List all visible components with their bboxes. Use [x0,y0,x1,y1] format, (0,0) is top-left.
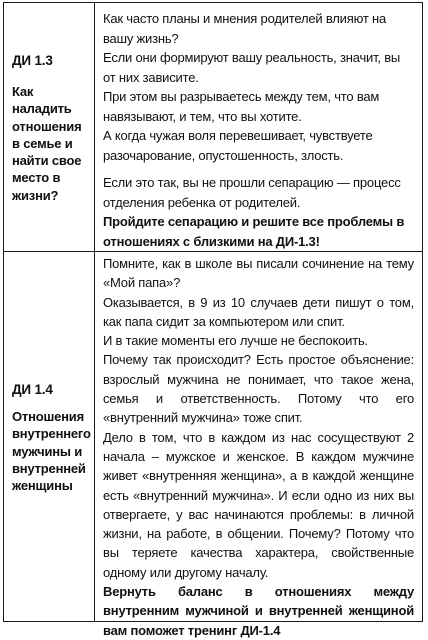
section-topic: Отношения внутреннего мужчины и внутренней женщины [12,409,91,494]
section-label-cell [4,252,95,621]
table-row-di-1-3 [4,3,422,252]
description-paragraph: Дело в том, что в каждом из нас сосуществуют 2 начала – мужское и женское. В каждом мужчине живет «внутренняя женщина», а в каждой женщине есть «внутренний мужчина». И если одно из них вы отвергаете, у вас начинаются проблемы: в личной жизни, на работе, в общении. Почему? Потому что вы теряете качества характера, свойственные одному или другому началу. [103,429,414,580]
section-code: ДИ 1.4 [12,382,53,397]
section-label-cell [4,3,95,251]
section-code: ДИ 1.3 [12,53,53,68]
description-paragraph: Помните, как в школе вы писали сочинение на тему «Мой папа»? [103,256,414,291]
section-description-cell [95,252,422,638]
description-paragraph: Почему так происходит? Есть простое объяснение: взрослый мужчина не понимает, что такое жена, семья и ответственность. Потому что его «внутренний мужчина» тоже спит. [103,352,414,426]
call-to-action: Вернуть баланс в отношениях между внутренним мужчиной и внутренней женщиной вам поможет тренинг ДИ-1.4 [103,584,414,638]
section-topic: Как наладить отношения в семье и найти свое место в жизни? [12,84,82,203]
description-paragraph: Как часто планы и мнения родителей влияют на вашу жизнь? [103,11,387,46]
program-table [3,2,423,638]
description-paragraph: А когда чужая воля перевешивает, чувствуете разочарование, опустошенность, злость. [103,128,373,163]
description-paragraph: Оказывается, в 9 из 10 случаев дети пишут о том, как папа сидит за компьютером или спит. [103,294,414,329]
section-description-cell [95,3,422,251]
call-to-action: Пройдите сепарацию и решите все проблемы в отношениях с близкими на ДИ-1.3! [103,214,405,249]
description-paragraph: И в такие моменты его лучше не беспокоить. [103,333,368,349]
table-row-di-1-4 [4,252,422,638]
description-paragraph: Если это так, вы не прошли сепарацию — процесс отделения ребенка от родителей. [103,175,401,210]
description-paragraph: При этом вы разрываетесь между тем, что вам навязывают, и тем, что вы хотите. [103,89,380,124]
description-paragraph: Если они формируют вашу реальность, значит, вы от них зависите. [103,50,401,85]
